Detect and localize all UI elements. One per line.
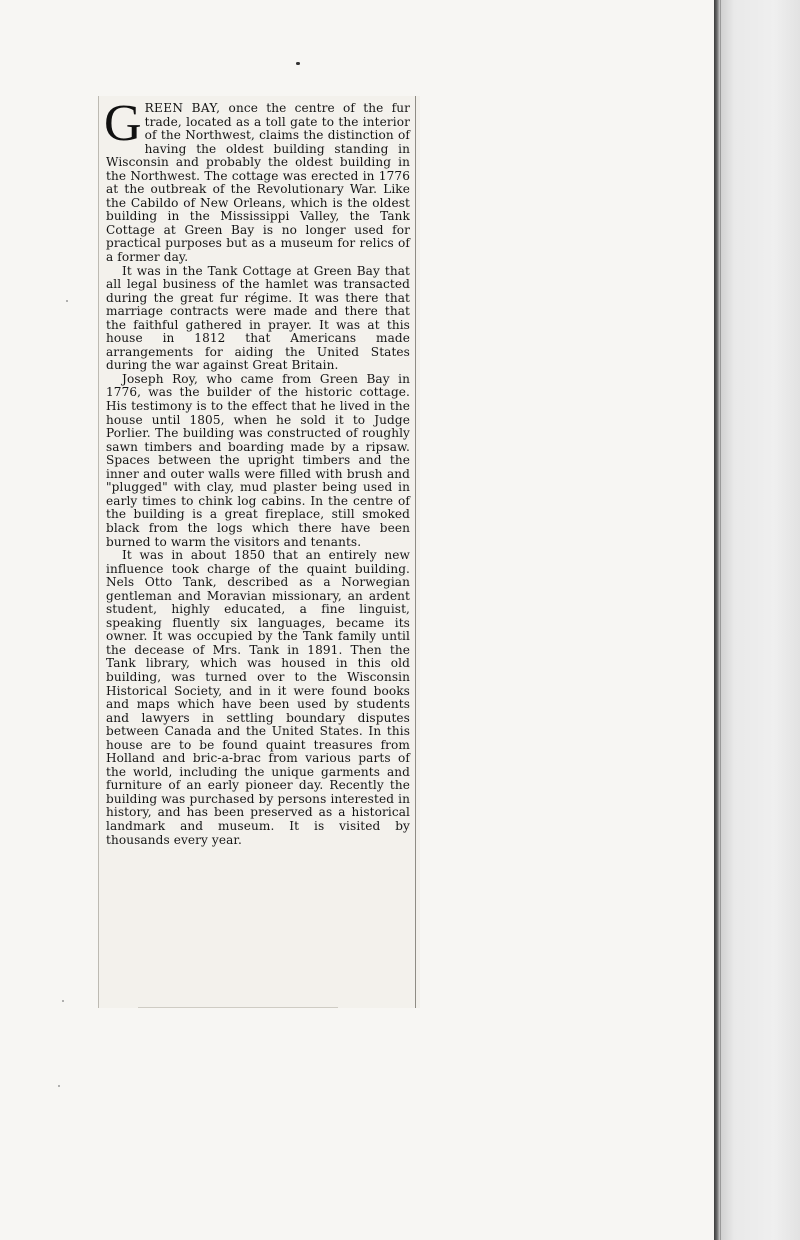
- clipping-bottom-edge: [138, 1007, 338, 1008]
- article-paragraph-3: Joseph Roy, who came from Green Bay in 1776, was the builder of the historic cottage. His testimony is to the effect that he lived in the house until 1805, when he sold it to Judge Porlier. The building was constructed of roughly sawn timbers and boarding made by a ripsaw. Spaces between the upright timbers and the inner and outer walls were filled with brush and "plugged" with clay, mud plaster being used in early times to chink log cabins. In the centre of the building is a great fireplace, still smoked black from the logs which there have been burned to warm the visitors and tenants.: [106, 371, 410, 549]
- paragraph-text: once the centre of the fur trade, located as a toll gate to the interior of the Northwest, claims the distinction of having the oldest building standing in Wisconsin and probably the oldest building in the Northwest. The cottage was erected in 1776 at the outbreak of the Revolutionary War. Like the Cabildo of New Orleans, which is the oldest building in the Mississippi Valley, the Tank Cottage at Green Bay is no longer used for practical purposes but as a museum for relics of a former day.: [106, 101, 410, 265]
- ink-speck: [66, 300, 68, 302]
- ink-speck: [58, 1085, 60, 1087]
- clipping-right-edge: [415, 96, 416, 1008]
- newspaper-clipping: [98, 96, 420, 1008]
- page-edge-line: [720, 0, 721, 1240]
- page-edge-shadow: [714, 0, 800, 1240]
- ink-speck: [62, 1000, 64, 1002]
- article-paragraph-4: It was in about 1850 that an entirely new influence took charge of the quaint building. Nels Otto Tank, described as a Norwegian gentleman and Moravian missionary, an ardent student, highly educated, a fine linguist, speaking fluently six languages, became its owner. It was occupied by the Tank family until the decease of Mrs. Tank in 1891. Then the Tank library, which was housed in this old building, was turned over to the Wisconsin Historical Society, and in it were found books and maps which have been used by students and lawyers in settling boundary disputes between Canada and the United States. In this house are to be found quaint treasures from Holland and bric-a-brac from various parts of the world, including the unique garments and furniture of an early pioneer day. Recently the building was purchased by persons interested in history, and has been preserved as a historical landmark and museum. It is visited by thousands every year.: [106, 548, 410, 847]
- drop-cap: G: [104, 95, 142, 152]
- lead-caps: REEN BAY,: [144, 101, 221, 115]
- article-body: [104, 95, 410, 847]
- clipping-left-edge: [98, 96, 99, 1008]
- article-paragraph-2: It was in the Tank Cottage at Green Bay that all legal business of the hamlet was transacted during the great fur régime. It was there that marriage contracts were made and there that the faithful gathered in prayer. It was at this house in 1812 that Americans made arrangements for aiding the United States during the war against Great Britain.: [106, 263, 410, 373]
- article-paragraph-1: [104, 95, 410, 265]
- ink-speck: [296, 62, 300, 65]
